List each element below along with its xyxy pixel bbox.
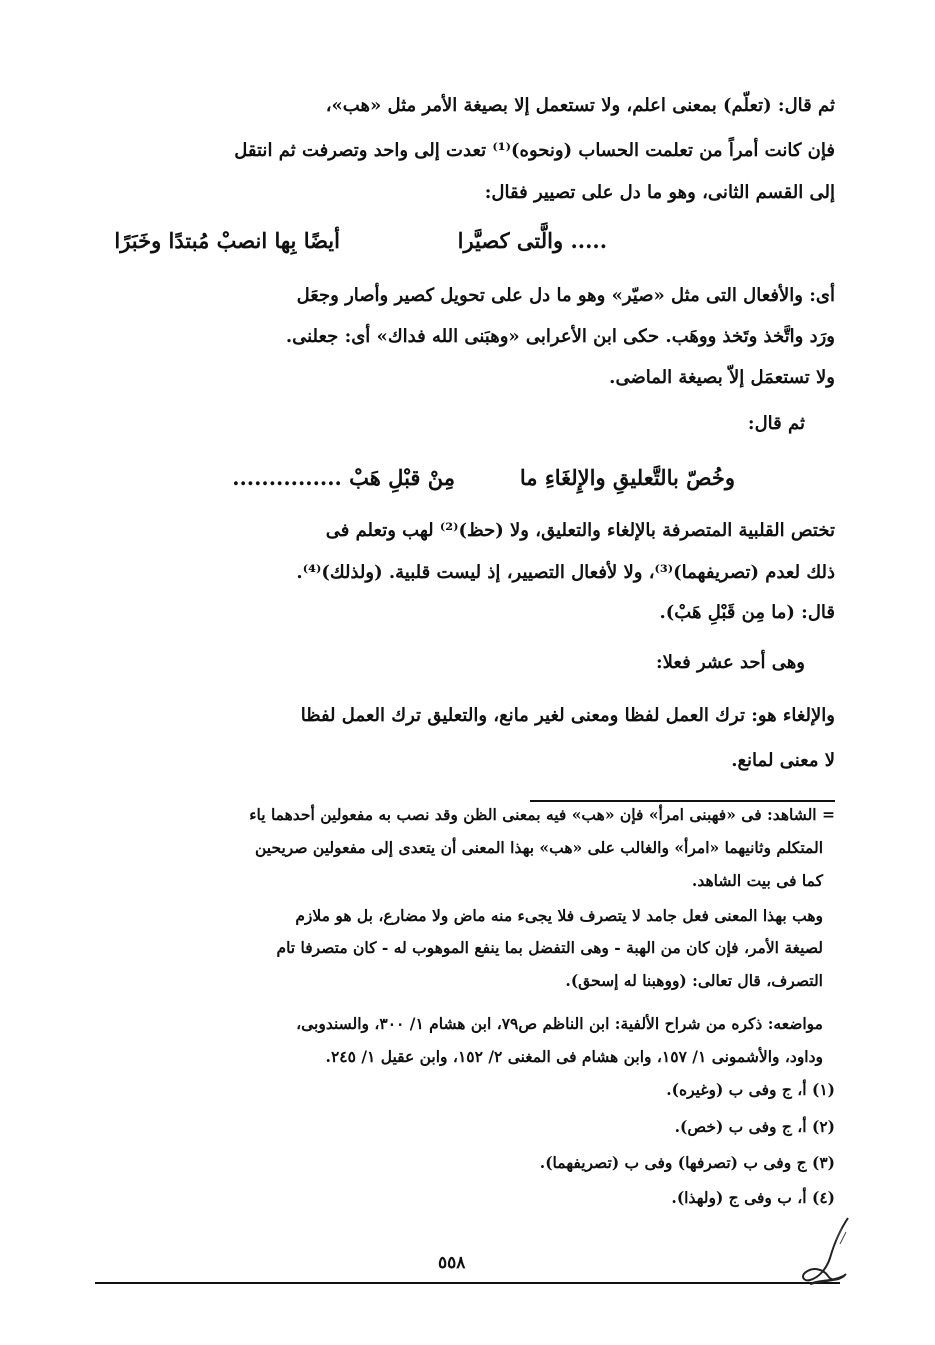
body-line-11: وهى أحد عشر فعلا: [656,652,805,673]
body-line-2: فإن كانت أمراً من تعلمت الحساب (ونحوه)⁽¹⁾ تعدت إلى واحد وتصرفت ثم انتقل [234,140,835,161]
footnote-line-3: كما فى بيت الشاهد. [691,871,823,890]
footnote-line-1: = الشاهد: فى «فهبنى امرأ» فإن «هب» فيه بمعنى الظن وقد نصب به مفعولين أحدهما ياء [249,805,835,824]
body-line-8: تختص القلبية المتصرفة بالإلغاء والتعليق، ولا (حظ)⁽²⁾ لهب وتعلم فى [325,520,835,541]
body-line-9: ذلك لعدم (تصريفهما)⁽³⁾، ولا لأفعال التصيير، إذ ليست قلبية. (ولذلك)⁽⁴⁾. [296,562,835,583]
body-line-4: أى: والأفعال التى مثل «صيّر» وهو ما دل على تحويل كصير وأصار وجعَل [296,285,835,306]
body-line-6: ولا تستعمَل إلاّ بصيغة الماضى. [609,367,835,388]
footnote-variant-3: (٣) ج وفى ب (تصرفها) وفى ب (تصريفهما). [539,1153,835,1172]
body-line-10: قال: (ما مِن قَبْلِ هَبْ). [659,602,835,623]
footnote-line-5: لصيغة الأمر، فإن كان من الهبة - وهى التفضل بما ينفع الموهوب له - كان متصرفا تام [276,938,823,957]
footnote-line-2: المتكلم وثانيهما «امرأ» والغالب على «هب» بهذا المعنى أن يتعدى إلى مفعولين صريحين [254,838,823,857]
verse-1-second-hemistich: أيضًا بِها انصبْ مُبتدًا وخَبَرًا [114,228,340,253]
footnote-variant-4: (٤) أ، ب وفى ج (ولهذا). [671,1188,835,1207]
body-line-1: ثم قال: (تعلّم) بمعنى اعلم، ولا تستعمل إلا بصيغة الأمر مثل «هب»، [325,95,835,116]
body-line-5: ورَد واتَّخذ وتَخذ ووهَب. حكى ابن الأعرابى «وهبَنى الله فداك» أى: جعلنى. [285,326,835,347]
body-line-3: إلى القسم الثانى، وهو ما دل على تصيير فقال: [484,182,835,203]
verse-2-first-hemistich: وخُصّ بالتَّعليقِ والإِلغَاءِ ما [519,465,735,490]
footnote-separator [530,800,835,802]
body-line-7: ثم قال: [747,413,805,434]
footnote-line-7: مواضعه: ذكره من شراح الألفية: ابن الناظم ص٧٩، ابن هشام ١/ ٣٠٠، والسندوبى، [296,1014,823,1033]
verse-2-second-hemistich: مِنْ قبْلِ هَبْ ............... [232,465,455,490]
body-line-12: والإلغاء هو: ترك العمل لفظا ومعنى لغير مانع، والتعليق ترك العمل لفظا [300,705,835,726]
footnote-line-8: وداود، والأشمونى ١/ ١٥٧، وابن هشام فى المغنى ٢/ ١٥٢، وابن عقيل ١/ ٢٤٥. [325,1047,823,1066]
body-line-13: لا معنى لمانع. [731,750,835,771]
footnote-line-6: التصرف، قال تعالى: (ووهبنا له إسحق). [565,971,823,990]
footnote-line-4: وهب بهذا المعنى فعل جامد لا يتصرف فلا يجىء منه ماض ولا مضارع، بل هو ملازم [295,906,823,925]
handwritten-signature [790,1210,860,1290]
bottom-rule [95,1282,840,1284]
page-number: ٥٥٨ [438,1253,466,1273]
footnote-variant-1: (١) أ، ج وفى ب (وغيره). [666,1080,835,1099]
verse-1-first-hemistich: ..... والَّتى كصيَّرا [457,228,607,253]
footnote-variant-2: (٢) أ، ج وفى ب (خص). [674,1117,835,1136]
